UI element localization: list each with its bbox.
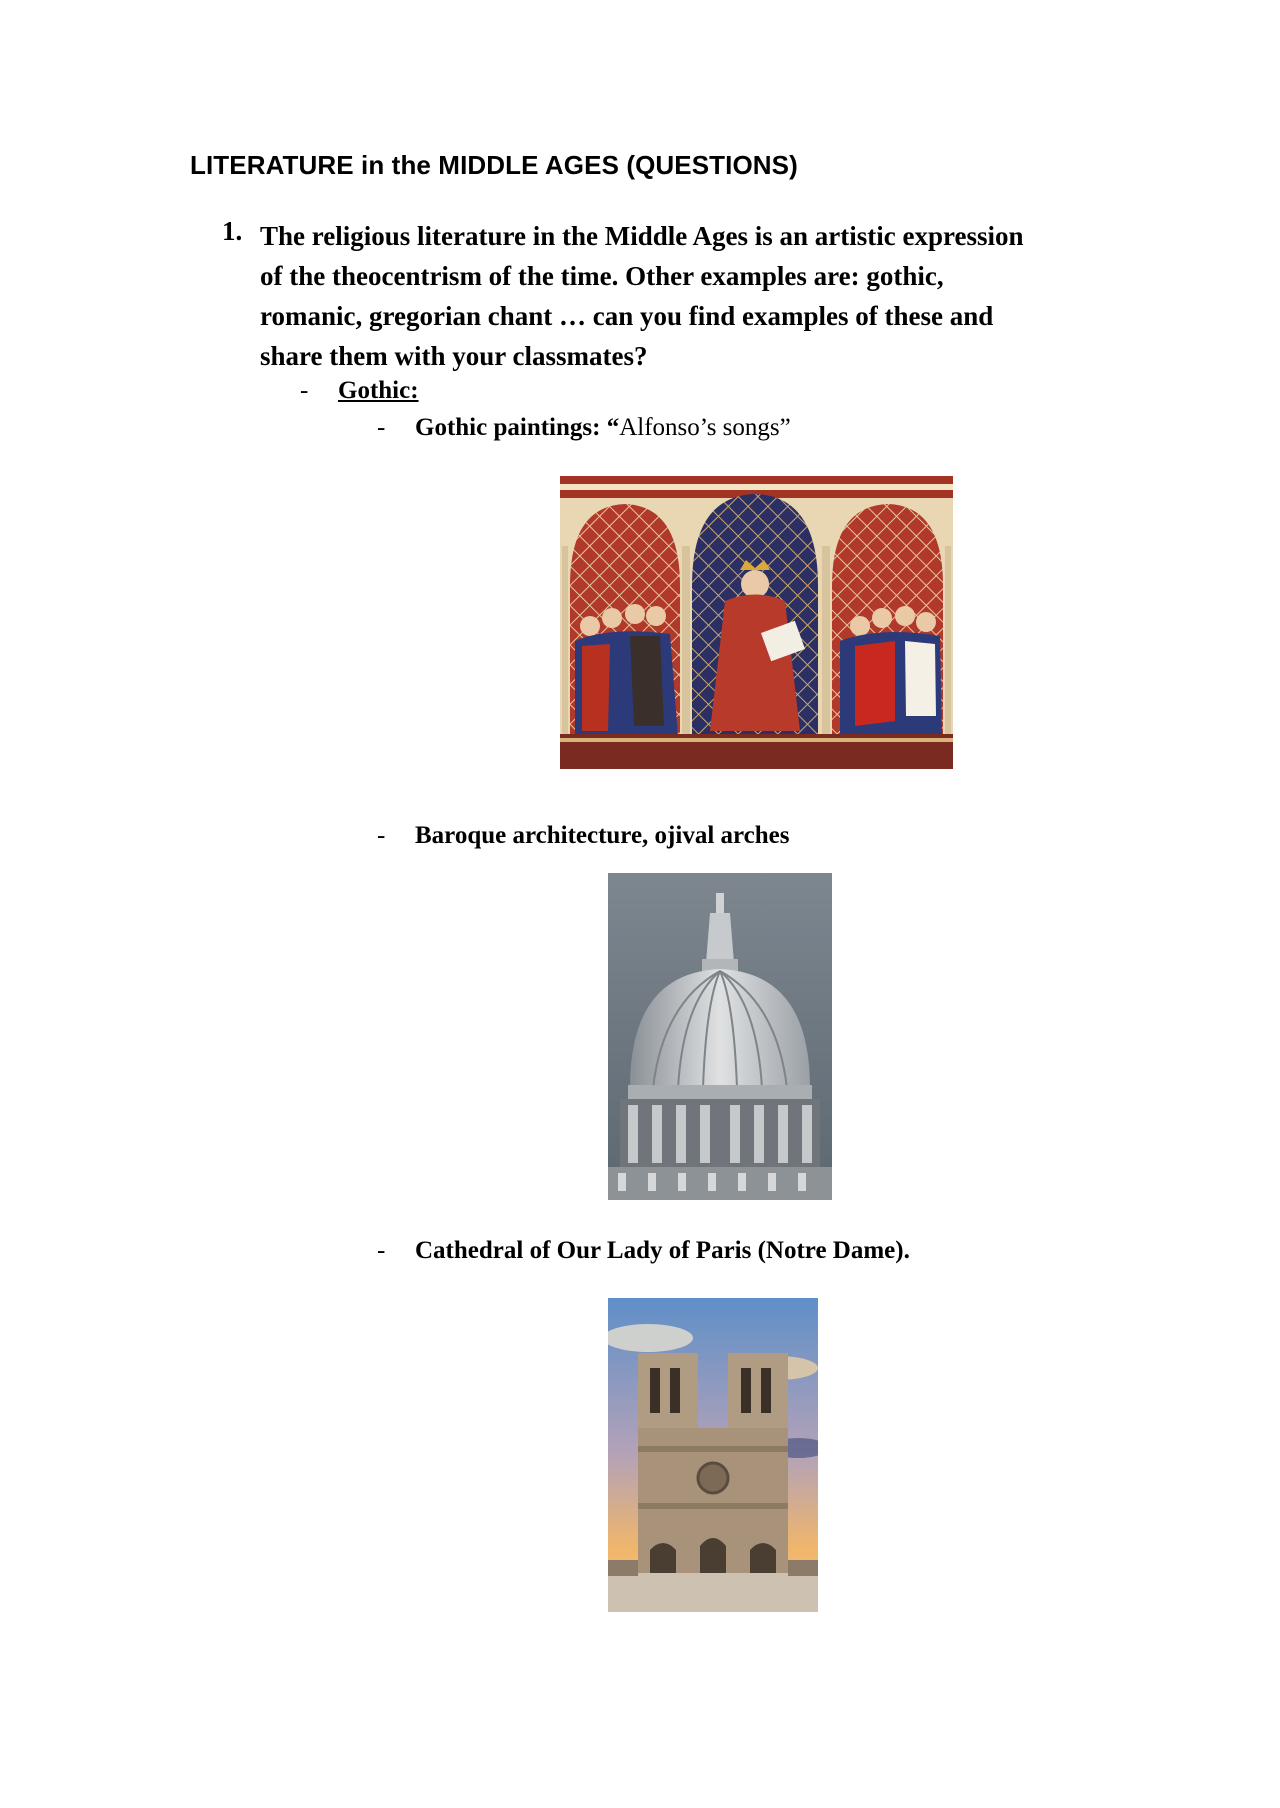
bullet-dash: - xyxy=(377,1237,386,1264)
section-label: Gothic: xyxy=(338,377,419,404)
notre-dame-image xyxy=(608,1298,818,1612)
bullet-dash: - xyxy=(300,377,309,404)
item-label-bold: Gothic paintings: “ xyxy=(415,414,620,441)
document-title: LITERATURE in the MIDDLE AGES (QUESTIONS) xyxy=(190,150,798,180)
question-line: romanic, gregorian chant … can you find examples of these and xyxy=(260,301,994,331)
question-number: 1. xyxy=(222,216,243,246)
question-line: The religious literature in the Middle Ages is an artistic expression xyxy=(260,221,1024,251)
item-label-title: Alfonso’s songs” xyxy=(619,414,791,441)
item-label: Baroque architecture, ojival arches xyxy=(415,822,790,849)
bullet-dash: - xyxy=(377,822,386,849)
question-line: of the theocentrism of the time. Other examples are: gothic, xyxy=(260,261,944,291)
gothic-painting-image xyxy=(560,476,953,769)
item-label xyxy=(415,414,791,442)
item-label: Cathedral of Our Lady of Paris (Notre Dame). xyxy=(415,1237,910,1264)
question-text xyxy=(260,216,1120,376)
dome-image xyxy=(608,873,832,1200)
bullet-dash: - xyxy=(377,414,386,441)
question-line: share them with your classmates? xyxy=(260,341,648,371)
